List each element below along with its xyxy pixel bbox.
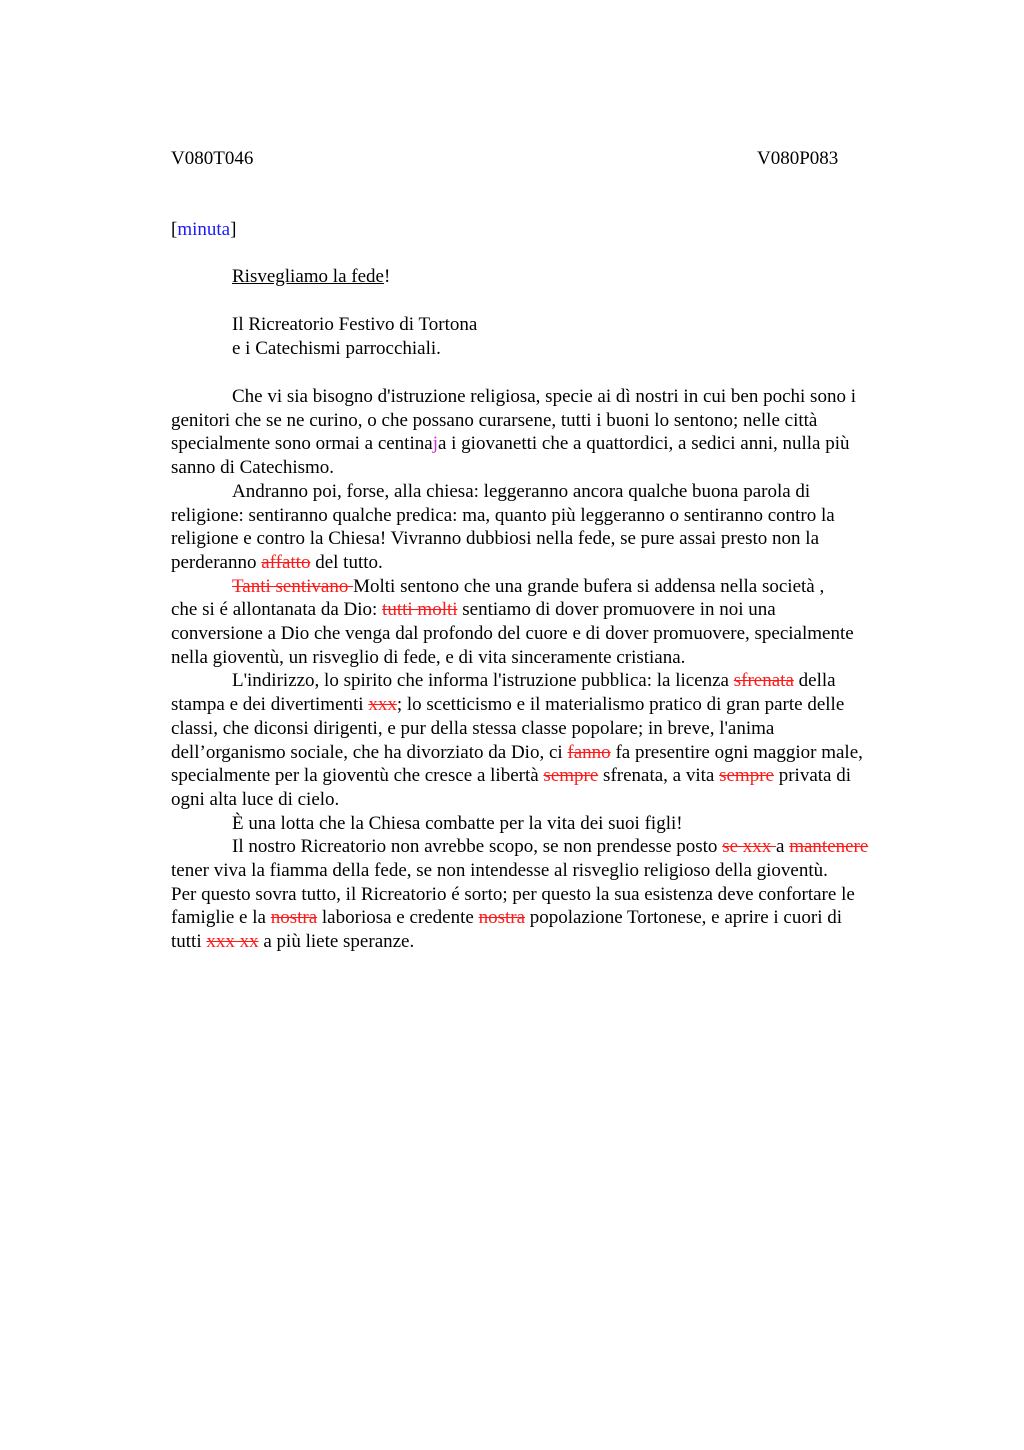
text-line: [171, 669, 931, 693]
text-segment: Il nostro Ricreatorio non avrebbe scopo, se non prendesse posto: [232, 836, 723, 858]
text-segment: specialmente per la gioventù che cresce a libertà: [171, 765, 544, 787]
text-line: [171, 930, 931, 954]
text-segment: tutti: [171, 931, 207, 953]
text-segment: laboriosa e credente: [317, 907, 479, 929]
document-code-left: V080T046: [171, 148, 254, 169]
text-line: [171, 432, 931, 456]
deleted-text: affatto: [261, 551, 311, 573]
document-code-right: V080P083: [757, 148, 839, 169]
text-line: [171, 741, 931, 765]
deleted-text: mantenere: [789, 836, 869, 858]
text-line: nella gioventù, un risveglio di fede, e di vita sinceramente cristiana.: [171, 646, 686, 668]
subtitle-line: e i Catechismi parrocchiali.: [232, 338, 441, 359]
document-body: [171, 385, 931, 954]
text-line: classi, che diconsi dirigenti, e pur della stessa classe popolare; in breve, l'anima: [171, 717, 775, 739]
deleted-text: sempre: [719, 765, 774, 787]
deleted-text: Tanti sentivano: [232, 575, 354, 597]
title-suffix: !: [383, 266, 391, 287]
text-segment: privata di: [773, 765, 852, 787]
text-segment: del tutto.: [310, 551, 383, 573]
title-text: Risvegliamo la fede: [232, 266, 384, 287]
text-line: È una lotta che la Chiesa combatte per la vita dei suoi figli!: [232, 812, 683, 834]
document-title: [232, 265, 390, 289]
tag-label: minuta: [177, 219, 231, 240]
text-line: [171, 551, 931, 575]
deleted-text: sempre: [543, 765, 599, 787]
text-segment: Molti sentono che una grande bufera si addensa nella società ,: [353, 575, 825, 597]
document-subtitle: [232, 313, 477, 361]
text-segment: popolazione Tortonese, e aprire i cuori di: [525, 907, 843, 929]
text-line: Che vi sia bisogno d'istruzione religiosa, specie ai dì nostri in cui ben pochi sono i: [232, 386, 856, 407]
text-segment: a più liete speranze.: [258, 931, 415, 953]
text-line: [171, 693, 931, 717]
subtitle-line: Il Ricreatorio Festivo di Tortona: [232, 314, 478, 335]
text-line: [171, 598, 931, 622]
text-line: [171, 835, 931, 859]
text-line: Andranno poi, forse, alla chiesa: leggeranno ancora qualche buona parola di: [232, 480, 811, 502]
text-line: [171, 575, 931, 599]
text-line: religione: sentiranno qualche predica: ma, quanto più leggeranno o sentiranno contro la: [171, 504, 835, 526]
text-line: ogni alta luce di cielo.: [171, 788, 340, 810]
deleted-text: xxx: [368, 694, 397, 716]
text-segment: perderanno: [171, 551, 262, 573]
text-line: genitori che se ne curino, o che possano curarsene, tutti i buoni lo sentono; nelle città: [171, 409, 818, 431]
draft-tag: [171, 218, 236, 242]
tag-close-bracket: ]: [230, 219, 237, 240]
deleted-text: fanno: [567, 741, 611, 763]
text-segment: della: [793, 670, 836, 692]
text-segment: a: [776, 836, 790, 858]
text-segment: sfrenata, a vita: [598, 765, 720, 787]
text-segment: sentiamo di dover promuovere in noi una: [457, 599, 776, 621]
deleted-text: nostra: [270, 907, 318, 929]
deleted-text: xxx xx: [206, 931, 259, 953]
text-segment: fa presentire ogni maggior male,: [610, 741, 863, 763]
deleted-text: se xxx: [722, 836, 777, 858]
text-segment: famiglie e la: [171, 907, 271, 929]
text-segment: a i giovanetti che a quattordici, a sedici anni, nulla più: [437, 433, 850, 455]
text-segment: specialmente sono ormai a centina: [171, 433, 433, 455]
text-segment: L'indirizzo, lo spirito che informa l'istruzione pubblica: la licenza: [232, 670, 734, 692]
text-segment: ; lo scetticismo e il materialismo pratico di gran parte delle: [396, 694, 845, 716]
deleted-text: sfrenata: [733, 670, 794, 692]
text-line: Per questo sovra tutto, il Ricreatorio é sorto; per questo la sua esistenza deve confortare le: [171, 883, 855, 905]
inserted-letter: j: [432, 433, 438, 455]
tag-open-bracket: [: [171, 219, 178, 240]
text-line: conversione a Dio che venga dal profondo del cuore e di dover promuovere, specialmente: [171, 623, 854, 645]
text-line: tener viva la fiamma della fede, se non intendesse al risveglio religioso della gioventù.: [171, 860, 828, 882]
text-line: sanno di Catechismo.: [171, 457, 335, 479]
text-line: [171, 764, 931, 788]
text-line: [171, 906, 931, 930]
deleted-text: nostra: [478, 907, 526, 929]
text-segment: dell’organismo sociale, che ha divorziato da Dio, ci: [171, 741, 568, 763]
deleted-text: tutti molti: [382, 599, 458, 621]
text-line: religione e contro la Chiesa! Vivranno dubbiosi nella fede, se pure assai presto non la: [171, 528, 820, 550]
text-segment: stampa e dei divertimenti: [171, 694, 369, 716]
text-segment: che si é allontanata da Dio:: [171, 599, 383, 621]
